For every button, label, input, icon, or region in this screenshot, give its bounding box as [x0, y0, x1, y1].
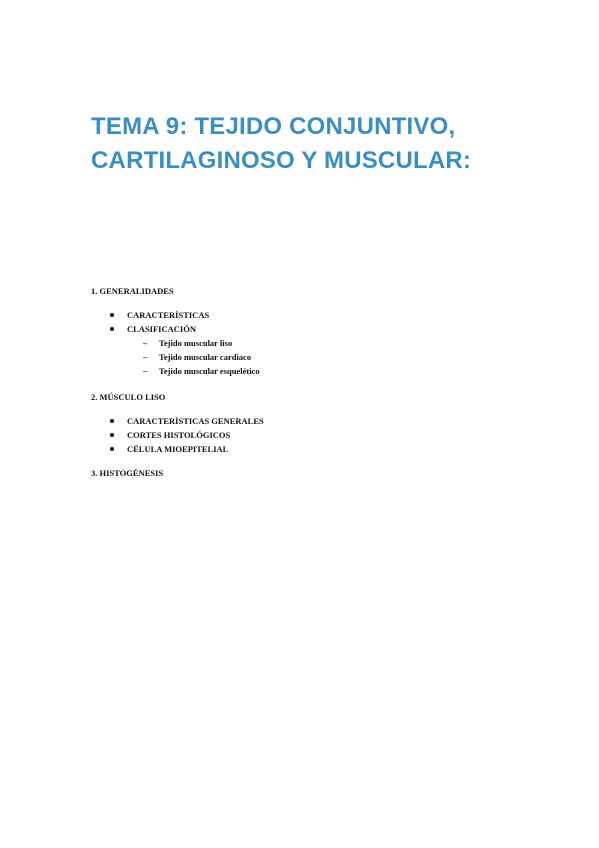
- sub-list: [91, 336, 531, 378]
- section-musculo-liso: [91, 391, 531, 456]
- bullet-icon: [110, 313, 114, 317]
- sub-list-item: [91, 350, 531, 364]
- list-item: [91, 442, 531, 456]
- document-title: [91, 110, 571, 178]
- list-item-label: CORTES HISTOLÓGICOS: [127, 430, 231, 440]
- section-generalidades: [91, 285, 531, 378]
- sub-item-label: Tejido muscular esquelético: [159, 366, 260, 376]
- list-item: [91, 322, 531, 336]
- bullet-icon: [110, 327, 114, 331]
- list-item-label: CARACTERÍSTICAS GENERALES: [127, 416, 264, 426]
- dash-icon: –: [143, 338, 148, 348]
- sub-list-item: [91, 336, 531, 350]
- section-heading: 3. HISTOGÉNESIS: [91, 468, 164, 478]
- list-item-label: CARACTERÍSTICAS: [127, 310, 210, 320]
- bullet-list: [91, 308, 531, 336]
- bullet-icon: [110, 419, 114, 423]
- bullet-list: [91, 414, 531, 456]
- list-item-label: CLASIFICACIÓN: [127, 324, 196, 334]
- list-item: [91, 428, 531, 442]
- dash-icon: –: [143, 352, 148, 362]
- section-heading: 2. MÚSCULO LISO: [91, 392, 166, 402]
- sub-item-label: Tejido muscular cardiaco: [159, 352, 252, 362]
- bullet-icon: [110, 447, 114, 451]
- list-item-label: CÉLULA MIOEPITELIAL: [127, 444, 229, 454]
- sub-list-item: [91, 364, 531, 378]
- title-line-2: CARTILAGINOSO Y MUSCULAR:: [91, 147, 472, 174]
- section-histogenesis: [91, 467, 531, 479]
- table-of-contents: [91, 285, 531, 479]
- list-item: [91, 308, 531, 322]
- section-heading: 1. GENERALIDADES: [91, 286, 174, 296]
- dash-icon: –: [143, 366, 148, 376]
- title-line-1: TEMA 9: TEJIDO CONJUNTIVO,: [91, 113, 456, 140]
- bullet-icon: [110, 433, 114, 437]
- sub-item-label: Tejido muscular liso: [159, 338, 233, 348]
- list-item: [91, 414, 531, 428]
